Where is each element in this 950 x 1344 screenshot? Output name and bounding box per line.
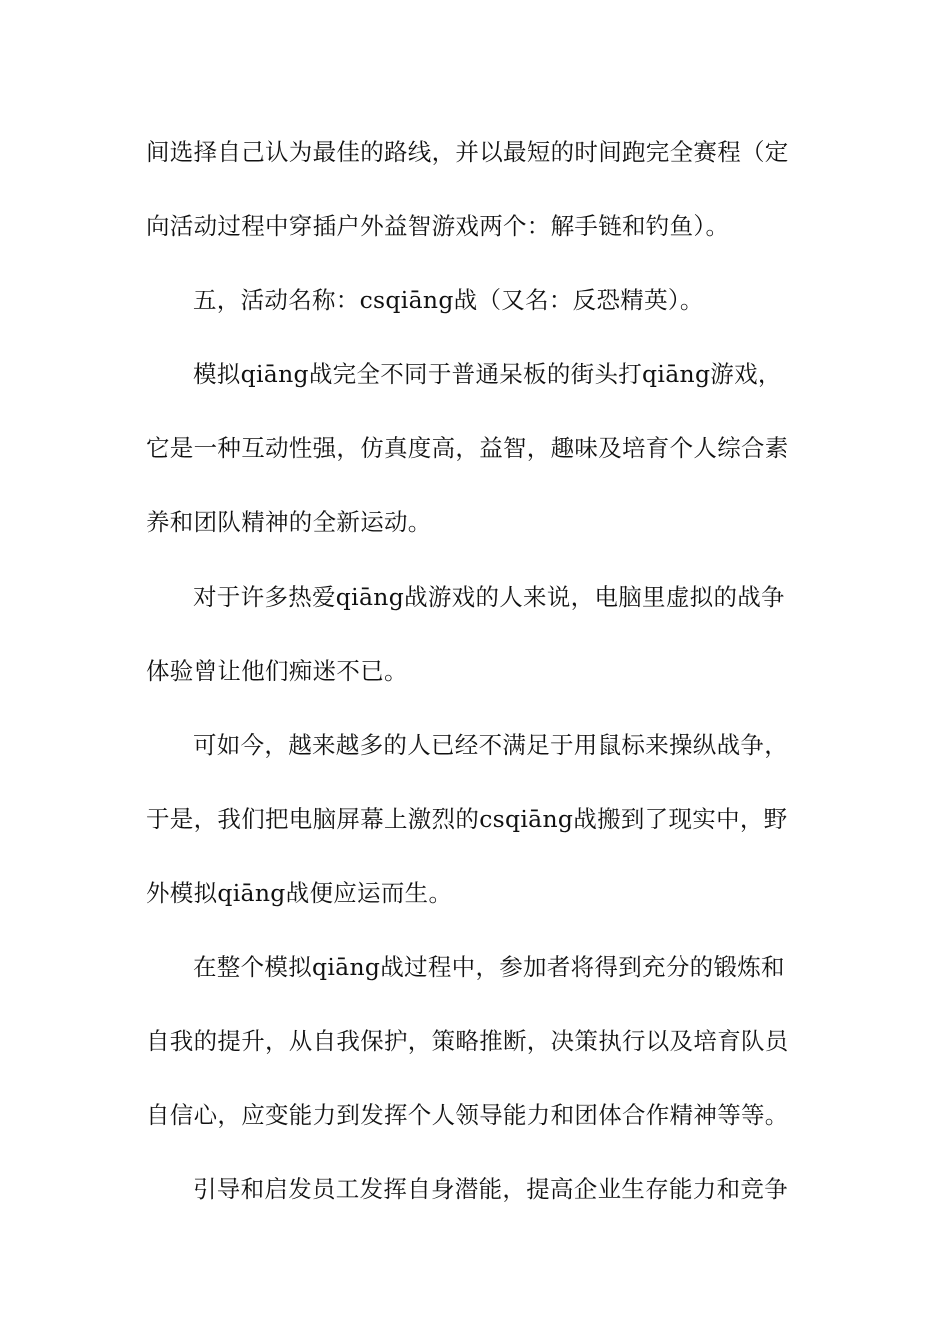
text-line: 外模拟qiāng战便应运而生。	[146, 878, 453, 907]
paragraph-first-line: 引导和启发员工发挥自身潜能，提高企业生存能力和竞争	[193, 1175, 788, 1204]
text-line: 于是，我们把电脑屏幕上激烈的csqiāng战搬到了现实中，野	[146, 804, 788, 833]
text-line: 向活动过程中穿插户外益智游戏两个：解手链和钓鱼）。	[146, 212, 730, 241]
paragraph-first-line: 对于许多热爱qiāng战游戏的人来说，电脑里虚拟的战争	[193, 582, 785, 611]
paragraph-first-line: 在整个模拟qiāng战过程中，参加者将得到充分的锻炼和	[193, 953, 785, 982]
text-line: 它是一种互动性强，仿真度高，益智，趣味及培育个人综合素	[146, 434, 789, 463]
paragraph-first-line: 模拟qiāng战完全不同于普通呆板的街头打qiāng游戏，	[193, 360, 782, 389]
text-line: 自信心，应变能力到发挥个人领导能力和团体合作精神等等。	[146, 1101, 789, 1130]
text-line: 自我的提升，从自我保护，策略推断，决策执行以及培育队员	[146, 1027, 789, 1056]
section-heading: 五，活动名称：csqiāng战（又名：反恐精英）。	[193, 286, 704, 315]
text-line: 间选择自己认为最佳的路线，并以最短的时间跑完全赛程（定	[146, 138, 789, 166]
text-line: 体验曾让他们痴迷不已。	[146, 656, 408, 685]
paragraph-first-line: 可如今，越来越多的人已经不满足于用鼠标来操纵战争，	[193, 730, 788, 759]
document-body	[146, 130, 808, 1241]
text-line: 养和团队精神的全新运动。	[146, 508, 432, 537]
